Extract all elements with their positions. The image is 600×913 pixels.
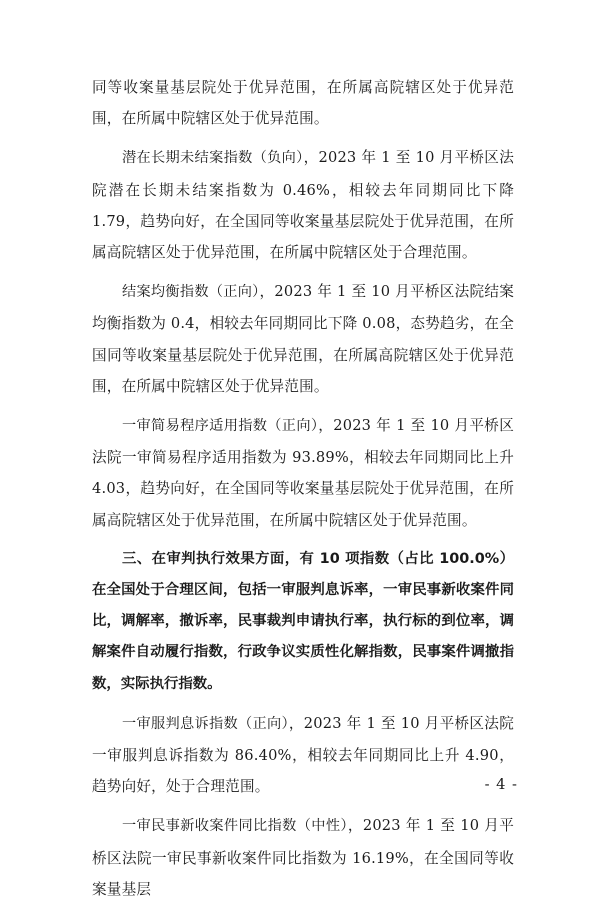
paragraph-text: ，2023 年 1 至 10 月平桥区法院结案均衡指数为 0.4，相较去年同期同比下降 0.08，态势趋劣，在全国同等收案量基层院处于优异范围，在所属高院辖区处于优异范围，在所属中院辖区处于优异范围。 (92, 283, 515, 395)
paragraph-summary-procedure-index (92, 410, 514, 536)
index-term: 一审简易程序适用指数（正向） (122, 418, 319, 435)
index-term: 潜在长期未结案指数（负向） (122, 150, 304, 167)
paragraph-text: ，2023 年 1 至 10 月平桥区法院潜在长期未结案指数为 0.46%，相较去年同期同比下降 1.79，趋势向好，在全国同等收案量基层院处于优异范围，在所属高院辖区处于优异范围，在所属中院辖区处于合理范围。 (92, 149, 514, 262)
index-term: 结案均衡指数（正向） (122, 284, 260, 301)
paragraph-text: ，2023 年 1 至 10 月平桥区法院一审民事新收案件同比指数为 16.19%，在全国同等收案量基层 (92, 817, 514, 898)
paragraph-text: 同等收案量基层院处于优异范围，在所属高院辖区处于优异范围，在所属中院辖区处于优异范围。 (92, 79, 514, 128)
paragraph-continuation (92, 72, 514, 134)
index-term: 一审民事新收案件同比指数（中性） (122, 818, 348, 835)
section-heading-trial-effect: 三、在审判执行效果方面，有 10 项指数（占比 100.0%）在全国处于合理区间，包括一审服判息诉率，一审民事新收案件同比，调解率，撤诉率，民事裁判申请执行率，执行标的到位率，调解案件自动履行指数，行政争议实质性化解指数，民事案件调撤指数，实际执行指数。 (92, 550, 514, 692)
paragraph-new-civil-cases-index (92, 810, 514, 905)
paragraph-text: ，2023 年 1 至 10 月平桥区法院一审服判息诉指数为 86.40%，相较去年同期同比上升 4.90，趋势向好，处于合理范围。 (92, 714, 514, 796)
paragraph-text: ，2023 年 1 至 10 月平桥区法院一审简易程序适用指数为 93.89%，相较去年同期同比上升 4.03，趋势向好，在全国同等收案量基层院处于优异范围，在所属高院辖区处于优异范围，在所属中院辖区处于优异范围。 (92, 417, 514, 529)
index-term: 一审服判息诉指数（正向） (122, 715, 289, 732)
page-number: - 4 - (484, 776, 518, 793)
paragraph-case-closing-balance-index (92, 276, 514, 402)
paragraph-long-pending-index (92, 142, 514, 268)
